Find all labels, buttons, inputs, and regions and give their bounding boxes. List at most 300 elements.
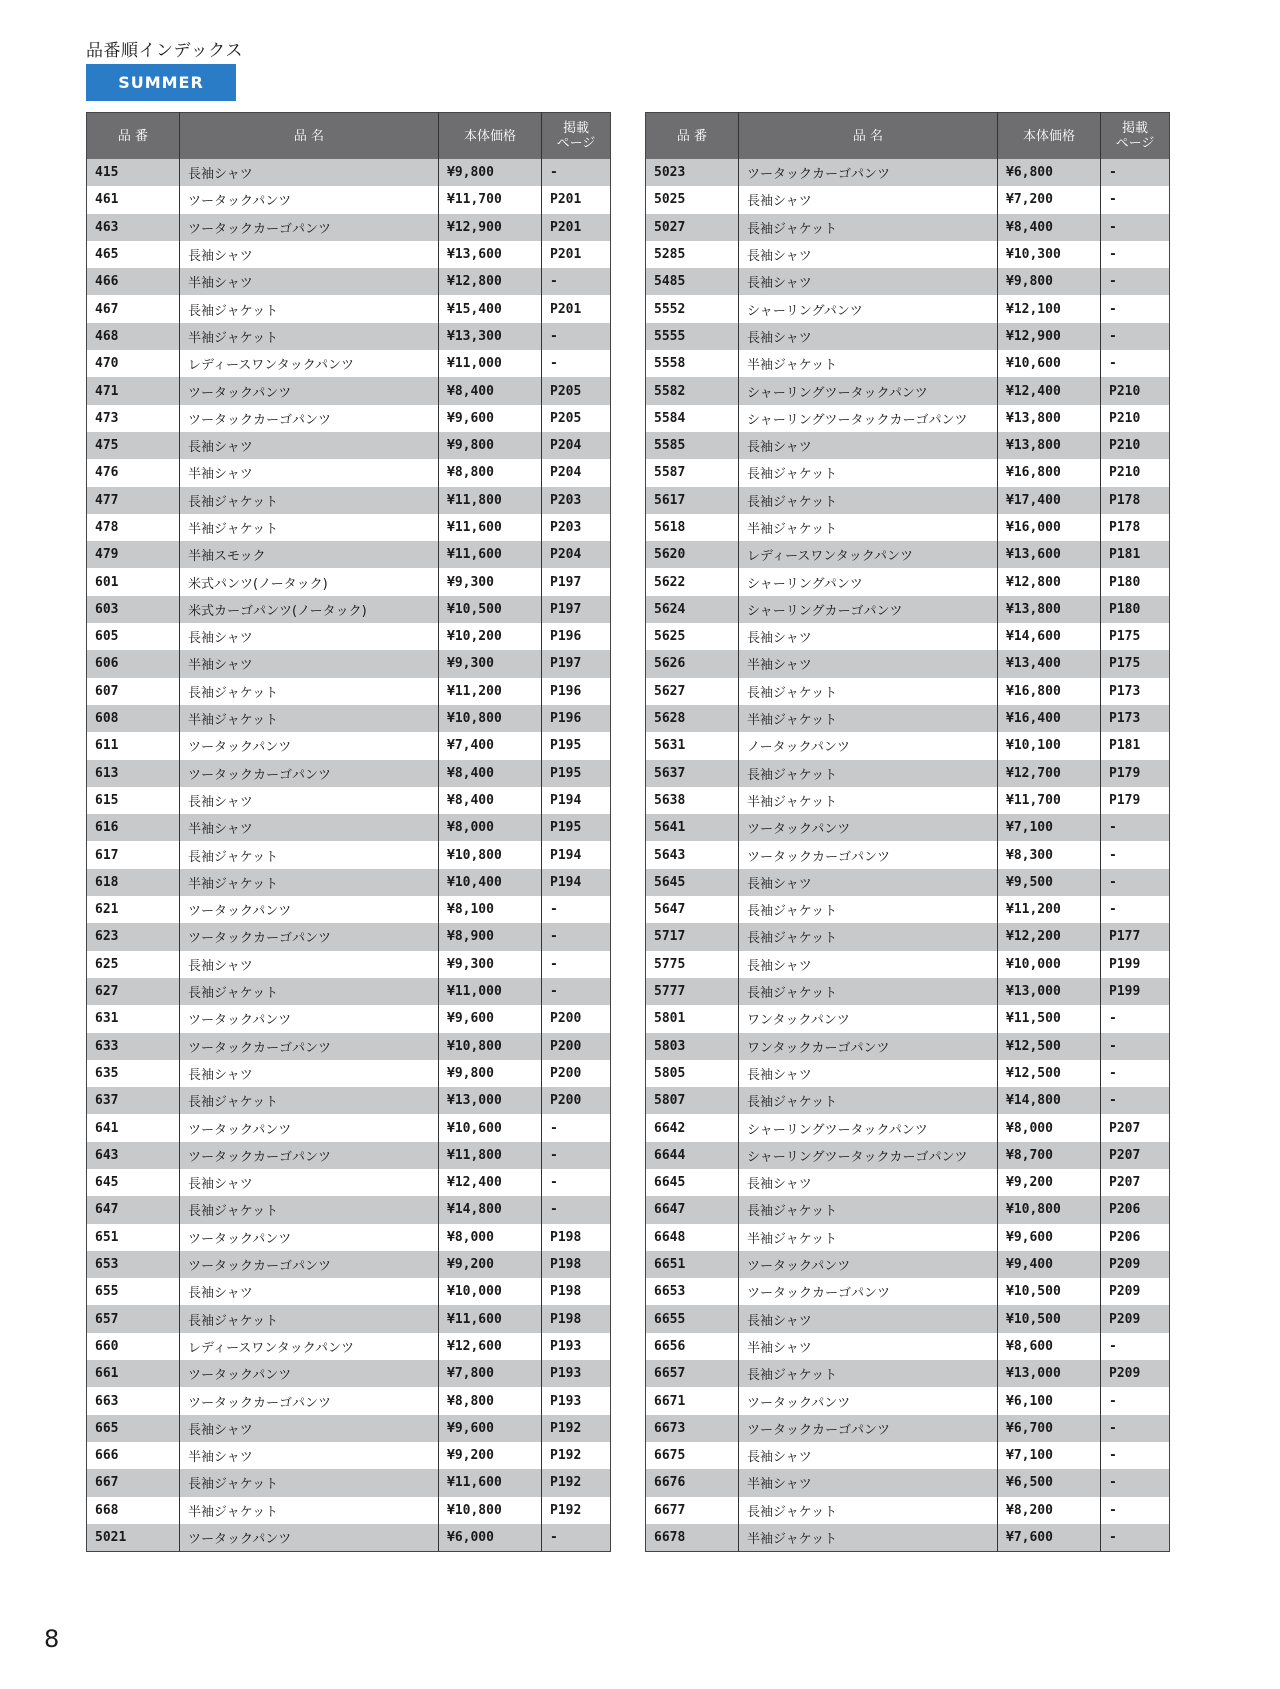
page-cell: - [1101, 1060, 1170, 1087]
page-cell: - [1101, 159, 1170, 186]
page-number: 8 [44, 1625, 60, 1653]
item-name-cell: 長袖ジャケット [180, 1196, 439, 1223]
price-cell: ¥9,800 [439, 432, 542, 459]
item-name-cell: ツータックパンツ [739, 1387, 998, 1414]
price-cell: ¥12,800 [998, 568, 1101, 595]
price-cell: ¥12,200 [998, 923, 1101, 950]
item-name-cell: 長袖シャツ [739, 1169, 998, 1196]
item-name-cell: 長袖シャツ [180, 159, 439, 186]
price-cell: ¥10,500 [998, 1278, 1101, 1305]
page-cell: P210 [1101, 459, 1170, 486]
price-cell: ¥8,700 [998, 1142, 1101, 1169]
table-row [87, 1224, 611, 1251]
price-cell: ¥6,800 [998, 159, 1101, 186]
table-row [646, 923, 1170, 950]
item-no-cell: 475 [87, 432, 180, 459]
table-row [646, 1087, 1170, 1114]
item-no-cell: 6642 [646, 1114, 739, 1141]
page-cell: P196 [542, 678, 611, 705]
page-cell: P201 [542, 186, 611, 213]
item-name-cell: ツータックパンツ [180, 186, 439, 213]
item-name-cell: ノータックパンツ [739, 732, 998, 759]
item-name-cell: 半袖ジャケット [180, 705, 439, 732]
table-row [646, 541, 1170, 568]
price-cell: ¥7,100 [998, 814, 1101, 841]
page-cell: P197 [542, 650, 611, 677]
price-cell: ¥16,000 [998, 514, 1101, 541]
item-name-cell: 半袖ジャケット [739, 514, 998, 541]
table-row [646, 214, 1170, 241]
table-row [87, 1415, 611, 1442]
header-page-line1: 掲載 [562, 121, 589, 136]
item-name-cell: 半袖シャツ [180, 650, 439, 677]
page-cell: P180 [1101, 596, 1170, 623]
item-name-cell: ツータックパンツ [739, 814, 998, 841]
item-name-cell: レディースワンタックパンツ [739, 541, 998, 568]
price-cell: ¥12,100 [998, 295, 1101, 322]
page-cell: P181 [1101, 732, 1170, 759]
table-row [87, 405, 611, 432]
table-row [87, 541, 611, 568]
item-no-cell: 5631 [646, 732, 739, 759]
page-cell: P192 [542, 1469, 611, 1496]
page-cell: - [1101, 1497, 1170, 1524]
table-row [646, 1142, 1170, 1169]
page-cell: P196 [542, 623, 611, 650]
page-cell: P196 [542, 705, 611, 732]
item-name-cell: 長袖シャツ [180, 241, 439, 268]
table-row [87, 951, 611, 978]
page-cell: P204 [542, 459, 611, 486]
price-cell: ¥10,100 [998, 732, 1101, 759]
page-cell: P203 [542, 487, 611, 514]
price-cell: ¥8,000 [439, 814, 542, 841]
price-cell: ¥13,600 [998, 541, 1101, 568]
item-no-cell: 5617 [646, 487, 739, 514]
page-cell: - [1101, 268, 1170, 295]
page-cell: - [1101, 1333, 1170, 1360]
price-cell: ¥8,400 [439, 760, 542, 787]
item-name-cell: 半袖ジャケット [180, 869, 439, 896]
table-row [87, 787, 611, 814]
table-row [87, 568, 611, 595]
item-no-cell: 657 [87, 1305, 180, 1332]
page-cell: P198 [542, 1251, 611, 1278]
page-cell: - [1101, 841, 1170, 868]
item-name-cell: ツータックカーゴパンツ [180, 1033, 439, 1060]
page-cell: P210 [1101, 377, 1170, 404]
item-no-cell: 613 [87, 760, 180, 787]
table-row [646, 1224, 1170, 1251]
page-cell: P178 [1101, 487, 1170, 514]
table-row [646, 678, 1170, 705]
page-cell: - [1101, 814, 1170, 841]
price-cell: ¥9,300 [439, 951, 542, 978]
item-no-cell: 5584 [646, 405, 739, 432]
item-name-cell: ツータックカーゴパンツ [180, 214, 439, 241]
item-name-cell: 半袖スモック [180, 541, 439, 568]
item-no-cell: 647 [87, 1196, 180, 1223]
table-row [87, 1387, 611, 1414]
table-row [646, 377, 1170, 404]
header-item-no: 品 番 [87, 113, 180, 160]
price-cell: ¥11,000 [439, 350, 542, 377]
item-no-cell: 476 [87, 459, 180, 486]
item-name-cell: 長袖ジャケット [180, 841, 439, 868]
item-name-cell: ツータックパンツ [180, 1524, 439, 1552]
item-no-cell: 6648 [646, 1224, 739, 1251]
table-row [646, 159, 1170, 186]
price-cell: ¥9,200 [998, 1169, 1101, 1196]
page-title: 品番順インデックス [86, 41, 243, 61]
item-no-cell: 6655 [646, 1305, 739, 1332]
table-row [87, 869, 611, 896]
table-row [87, 295, 611, 322]
item-no-cell: 651 [87, 1224, 180, 1251]
item-no-cell: 6651 [646, 1251, 739, 1278]
item-no-cell: 5552 [646, 295, 739, 322]
item-name-cell: 長袖ジャケット [180, 978, 439, 1005]
item-name-cell: ワンタックカーゴパンツ [739, 1033, 998, 1060]
price-cell: ¥14,800 [998, 1087, 1101, 1114]
item-no-cell: 663 [87, 1387, 180, 1414]
table-body-left [87, 159, 611, 1552]
price-cell: ¥8,800 [439, 1387, 542, 1414]
table-row [87, 268, 611, 295]
page-cell: - [1101, 896, 1170, 923]
price-cell: ¥13,000 [998, 1360, 1101, 1387]
table-row [646, 487, 1170, 514]
item-name-cell: ツータックカーゴパンツ [180, 1387, 439, 1414]
page-cell: P199 [1101, 951, 1170, 978]
page-cell: P207 [1101, 1114, 1170, 1141]
header-item-name: 品 名 [739, 113, 998, 160]
page-cell: P205 [542, 377, 611, 404]
price-cell: ¥14,600 [998, 623, 1101, 650]
price-cell: ¥7,200 [998, 186, 1101, 213]
index-table-right [645, 112, 1170, 1552]
table-row [87, 1033, 611, 1060]
table-row [87, 459, 611, 486]
page-cell: P206 [1101, 1196, 1170, 1223]
price-cell: ¥11,800 [439, 487, 542, 514]
price-cell: ¥13,800 [998, 405, 1101, 432]
table-row [87, 1142, 611, 1169]
item-no-cell: 6647 [646, 1196, 739, 1223]
table-row [87, 650, 611, 677]
item-name-cell: 長袖シャツ [739, 241, 998, 268]
table-row [646, 623, 1170, 650]
header-price: 本体価格 [998, 113, 1101, 160]
header-page [1101, 113, 1170, 160]
page-cell: P201 [542, 214, 611, 241]
table-row [646, 1169, 1170, 1196]
item-name-cell: ツータックカーゴパンツ [180, 1142, 439, 1169]
table-row [87, 1469, 611, 1496]
table-row [87, 596, 611, 623]
page-cell: P200 [542, 1060, 611, 1087]
item-name-cell: ツータックパンツ [180, 1005, 439, 1032]
item-name-cell: 長袖シャツ [180, 787, 439, 814]
price-cell: ¥11,600 [439, 1305, 542, 1332]
price-cell: ¥6,700 [998, 1415, 1101, 1442]
page-cell: - [542, 323, 611, 350]
item-name-cell: 長袖ジャケット [180, 1469, 439, 1496]
table-row [87, 923, 611, 950]
table-body-right [646, 159, 1170, 1552]
table-row [646, 514, 1170, 541]
item-name-cell: ツータックカーゴパンツ [739, 841, 998, 868]
item-name-cell: 長袖ジャケット [739, 923, 998, 950]
page-cell: P204 [542, 432, 611, 459]
table-row [646, 1360, 1170, 1387]
item-name-cell: ツータックパンツ [180, 1360, 439, 1387]
page-cell: P203 [542, 514, 611, 541]
item-name-cell: 長袖シャツ [180, 1169, 439, 1196]
item-name-cell: シャーリングツータックパンツ [739, 1114, 998, 1141]
price-cell: ¥10,000 [439, 1278, 542, 1305]
item-name-cell: 長袖シャツ [739, 1442, 998, 1469]
price-cell: ¥9,600 [998, 1224, 1101, 1251]
item-no-cell: 5558 [646, 350, 739, 377]
table-row [646, 186, 1170, 213]
table-row [646, 787, 1170, 814]
page-cell: P195 [542, 814, 611, 841]
table-row [646, 1196, 1170, 1223]
item-no-cell: 5027 [646, 214, 739, 241]
page-cell: - [1101, 1442, 1170, 1469]
item-name-cell: 長袖ジャケット [739, 760, 998, 787]
page-cell: - [1101, 1387, 1170, 1414]
item-no-cell: 5021 [87, 1524, 180, 1552]
page-cell: - [542, 1114, 611, 1141]
page-cell: P193 [542, 1360, 611, 1387]
table-row [646, 896, 1170, 923]
item-no-cell: 5775 [646, 951, 739, 978]
price-cell: ¥8,100 [439, 896, 542, 923]
item-no-cell: 5626 [646, 650, 739, 677]
season-badge: SUMMER [86, 64, 236, 101]
table-row [87, 1169, 611, 1196]
item-name-cell: 半袖シャツ [180, 268, 439, 295]
price-cell: ¥12,500 [998, 1060, 1101, 1087]
page-cell: P201 [542, 241, 611, 268]
item-no-cell: 468 [87, 323, 180, 350]
page-cell: P173 [1101, 705, 1170, 732]
item-no-cell: 605 [87, 623, 180, 650]
table-row [87, 1278, 611, 1305]
price-cell: ¥11,700 [439, 186, 542, 213]
item-name-cell: 半袖シャツ [739, 1469, 998, 1496]
price-cell: ¥11,000 [439, 978, 542, 1005]
table-row [646, 1305, 1170, 1332]
page-cell: - [542, 923, 611, 950]
price-cell: ¥7,100 [998, 1442, 1101, 1469]
item-name-cell: ツータックパンツ [180, 377, 439, 404]
item-no-cell: 6657 [646, 1360, 739, 1387]
price-cell: ¥9,800 [439, 159, 542, 186]
page-cell: - [542, 1142, 611, 1169]
price-cell: ¥12,400 [998, 377, 1101, 404]
table-row [87, 678, 611, 705]
price-cell: ¥7,400 [439, 732, 542, 759]
price-cell: ¥13,800 [998, 432, 1101, 459]
price-cell: ¥11,200 [439, 678, 542, 705]
table-row [87, 732, 611, 759]
price-cell: ¥9,200 [439, 1251, 542, 1278]
price-cell: ¥13,000 [439, 1087, 542, 1114]
table-row [646, 1278, 1170, 1305]
item-no-cell: 655 [87, 1278, 180, 1305]
item-no-cell: 6675 [646, 1442, 739, 1469]
header-item-name: 品 名 [180, 113, 439, 160]
item-no-cell: 631 [87, 1005, 180, 1032]
page-cell: P205 [542, 405, 611, 432]
table-row [87, 514, 611, 541]
item-no-cell: 616 [87, 814, 180, 841]
price-cell: ¥8,300 [998, 841, 1101, 868]
price-cell: ¥9,500 [998, 869, 1101, 896]
item-no-cell: 5285 [646, 241, 739, 268]
item-name-cell: 米式カーゴパンツ(ノータック) [180, 596, 439, 623]
price-cell: ¥12,400 [439, 1169, 542, 1196]
item-name-cell: 半袖ジャケット [180, 514, 439, 541]
page-cell: P198 [542, 1224, 611, 1251]
item-name-cell: 長袖ジャケット [180, 1305, 439, 1332]
table-row [646, 814, 1170, 841]
item-no-cell: 5637 [646, 760, 739, 787]
price-cell: ¥8,900 [439, 923, 542, 950]
item-no-cell: 470 [87, 350, 180, 377]
item-name-cell: シャーリングカーゴパンツ [739, 596, 998, 623]
price-cell: ¥9,400 [998, 1251, 1101, 1278]
table-row [646, 1469, 1170, 1496]
item-no-cell: 617 [87, 841, 180, 868]
page-cell: P200 [542, 1087, 611, 1114]
price-cell: ¥10,500 [439, 596, 542, 623]
item-no-cell: 5807 [646, 1087, 739, 1114]
item-name-cell: 半袖ジャケット [180, 1497, 439, 1524]
price-cell: ¥11,500 [998, 1005, 1101, 1032]
item-name-cell: ツータックカーゴパンツ [180, 923, 439, 950]
item-name-cell: 長袖シャツ [180, 432, 439, 459]
page-cell: - [1101, 1033, 1170, 1060]
price-cell: ¥10,800 [998, 1196, 1101, 1223]
page-cell: P209 [1101, 1278, 1170, 1305]
price-cell: ¥12,500 [998, 1033, 1101, 1060]
item-no-cell: 6644 [646, 1142, 739, 1169]
table-row [646, 1005, 1170, 1032]
table-row [646, 869, 1170, 896]
item-name-cell: 長袖シャツ [180, 1278, 439, 1305]
item-no-cell: 6676 [646, 1469, 739, 1496]
item-name-cell: 長袖シャツ [739, 951, 998, 978]
table-header-row [646, 113, 1170, 160]
price-cell: ¥10,000 [998, 951, 1101, 978]
item-no-cell: 5645 [646, 869, 739, 896]
header-item-no: 品 番 [646, 113, 739, 160]
price-cell: ¥13,800 [998, 596, 1101, 623]
page-cell: P195 [542, 732, 611, 759]
item-name-cell: シャーリングツータックパンツ [739, 377, 998, 404]
table-row [87, 1305, 611, 1332]
page-cell: - [1101, 295, 1170, 322]
item-no-cell: 5803 [646, 1033, 739, 1060]
price-cell: ¥8,400 [439, 377, 542, 404]
item-name-cell: シャーリングパンツ [739, 568, 998, 595]
item-name-cell: 長袖ジャケット [180, 487, 439, 514]
page-cell: - [1101, 186, 1170, 213]
table-row [646, 1387, 1170, 1414]
page-cell: P193 [542, 1387, 611, 1414]
item-no-cell: 479 [87, 541, 180, 568]
price-cell: ¥10,300 [998, 241, 1101, 268]
page-cell: - [542, 350, 611, 377]
item-name-cell: 長袖ジャケット [180, 1087, 439, 1114]
item-no-cell: 5025 [646, 186, 739, 213]
item-no-cell: 627 [87, 978, 180, 1005]
item-no-cell: 6645 [646, 1169, 739, 1196]
item-name-cell: 長袖シャツ [739, 1305, 998, 1332]
item-name-cell: 長袖ジャケット [739, 459, 998, 486]
page-cell: - [1101, 1087, 1170, 1114]
item-name-cell: シャーリングツータックカーゴパンツ [739, 1142, 998, 1169]
item-no-cell: 6653 [646, 1278, 739, 1305]
page-cell: P204 [542, 541, 611, 568]
item-no-cell: 5023 [646, 159, 739, 186]
table-row [87, 1442, 611, 1469]
item-name-cell: 半袖ジャケット [739, 705, 998, 732]
item-no-cell: 461 [87, 186, 180, 213]
item-name-cell: ツータックパンツ [180, 732, 439, 759]
table-row [646, 650, 1170, 677]
item-no-cell: 637 [87, 1087, 180, 1114]
item-name-cell: 長袖ジャケット [739, 678, 998, 705]
item-no-cell: 5618 [646, 514, 739, 541]
table-row [646, 1497, 1170, 1524]
item-name-cell: 長袖ジャケット [739, 1196, 998, 1223]
price-cell: ¥8,000 [998, 1114, 1101, 1141]
table-row [87, 760, 611, 787]
page-cell: P197 [542, 596, 611, 623]
table-row [646, 1442, 1170, 1469]
item-name-cell: シャーリングツータックカーゴパンツ [739, 405, 998, 432]
item-name-cell: 長袖シャツ [739, 623, 998, 650]
page-cell: - [1101, 1469, 1170, 1496]
price-cell: ¥12,800 [439, 268, 542, 295]
page-cell: P209 [1101, 1251, 1170, 1278]
price-cell: ¥9,300 [439, 650, 542, 677]
price-cell: ¥11,600 [439, 541, 542, 568]
item-name-cell: 長袖ジャケット [739, 1360, 998, 1387]
item-name-cell: ツータックカーゴパンツ [180, 760, 439, 787]
price-cell: ¥13,600 [439, 241, 542, 268]
page-cell: P178 [1101, 514, 1170, 541]
price-cell: ¥7,600 [998, 1524, 1101, 1552]
item-name-cell: 長袖ジャケット [739, 1497, 998, 1524]
page-cell: - [1101, 214, 1170, 241]
item-no-cell: 643 [87, 1142, 180, 1169]
table-row [87, 1360, 611, 1387]
item-no-cell: 5622 [646, 568, 739, 595]
item-no-cell: 666 [87, 1442, 180, 1469]
price-cell: ¥10,800 [439, 1033, 542, 1060]
table-row [646, 705, 1170, 732]
price-cell: ¥11,200 [998, 896, 1101, 923]
header-page [542, 113, 611, 160]
page-cell: P198 [542, 1278, 611, 1305]
item-no-cell: 415 [87, 159, 180, 186]
